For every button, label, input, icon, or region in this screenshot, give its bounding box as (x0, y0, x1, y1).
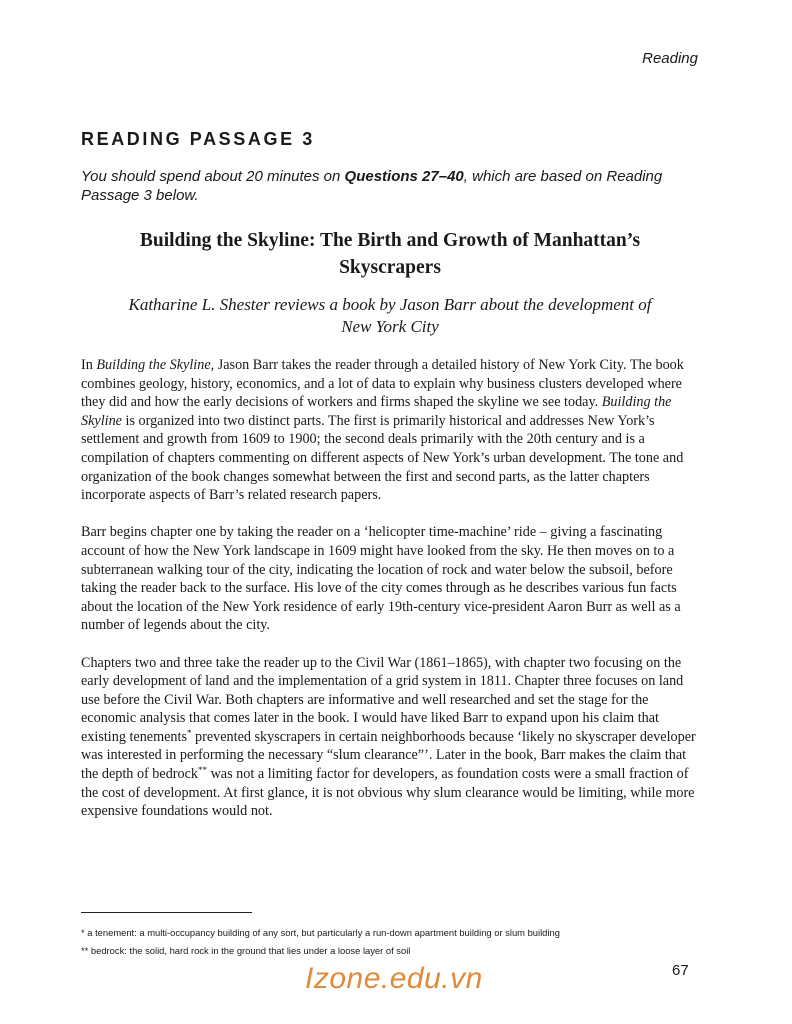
footnote-bedrock: ** bedrock: the solid, hard rock in the ground that lies under a loose layer of soil (81, 945, 411, 956)
article-title-line: Building the Skyline: The Birth and Growth of Manhattan’s (139, 230, 641, 251)
footnotes (81, 924, 711, 960)
instructions-text: You should spend about 20 minutes on (81, 168, 345, 185)
instructions (81, 167, 711, 205)
paragraph-text: , Jason Barr takes the reader through a detailed history of New York City. The book combines geology, history, economics, and a lot of data to explain why business clusters developed where they did and how the early decisions of workers and firms shaped the skyline we see today. (81, 357, 684, 411)
book-title: Building the Skyline (81, 394, 672, 429)
article-title-line: Skyscrapers (339, 257, 441, 278)
footnote-marker: * (187, 727, 192, 738)
paragraph-text: In (81, 357, 97, 373)
footnote-tenement: * a tenement: a multi-occupancy building of any sort, but particularly a run-down apartment building or slum building (81, 927, 560, 938)
paragraph-1 (81, 356, 701, 505)
paragraph-text: prevented skyscrapers in certain neighborhoods because ‘likely no skyscraper developer was interested in performing the necessary “slum clearance”’. Later in the book, Barr makes the claim that the depth of bedrock (81, 728, 696, 783)
article-body (81, 356, 701, 839)
paragraph-2: Barr begins chapter one by taking the reader on a ‘helicopter time-machine’ ride – giving a fascinating account of how the New York landscape in 1609 might have looked from the sky. He then moves on to a subterranean walking tour of the city, indicating the location of rock and water below the subsoil, before taking the reader back to the surface. His love of the city comes through as he describes various fun facts about the location of the New York residence of early 19th-century vice-president Aaron Burr as well as a number of legends about the city. (81, 524, 681, 634)
paragraph-text: was not a limiting factor for developers, as foundation costs were a small fraction of the cost of development. At first glance, it is not obvious why slum clearance would be limiting, while more expensive foundations would not. (81, 766, 695, 820)
paragraph-text: is organized into two distinct parts. The first is primarily historical and addresses New York’s settlement and growth from 1609 to 1900; the second deals primarily with the 20th century and is a compilation of chapters commenting on different aspects of New York’s urban development. The tone and organization of the book changes somewhat between the first and second parts, as the latter chapters incorporate aspects of Barr’s related research papers. (81, 412, 684, 504)
article-title (81, 227, 699, 281)
instructions-questions: Questions 27–40 (344, 168, 464, 185)
book-title: Building the Skyline (96, 357, 211, 373)
page-number: 67 (672, 962, 689, 979)
footnote-marker: ** (198, 765, 208, 776)
passage-heading: READING PASSAGE 3 (81, 129, 315, 149)
running-head: Reading (642, 50, 698, 67)
article-subtitle-line: New York City (341, 317, 439, 336)
instructions-text-end: , which are based on Reading Passage 3 below. (81, 168, 663, 204)
paragraph-3 (81, 654, 701, 821)
watermark: Izone.edu.vn (305, 962, 483, 995)
paragraph-text: Chapters two and three take the reader up to the Civil War (1861–1865), with chapter two focusing on the early development of land and the implementation of a grid system in 1811. Chapter three focuses on land use before the Civil War. Both chapters are informative and well researched and set the stage for the economic analysis that comes later in the book. I would have liked Barr to expand upon his claim that existing tenements (81, 654, 684, 745)
footnote-divider (81, 912, 252, 913)
article-subtitle-line: Katharine L. Shester reviews a book by Jason Barr about the development of (128, 295, 652, 314)
article-subtitle (81, 294, 699, 338)
